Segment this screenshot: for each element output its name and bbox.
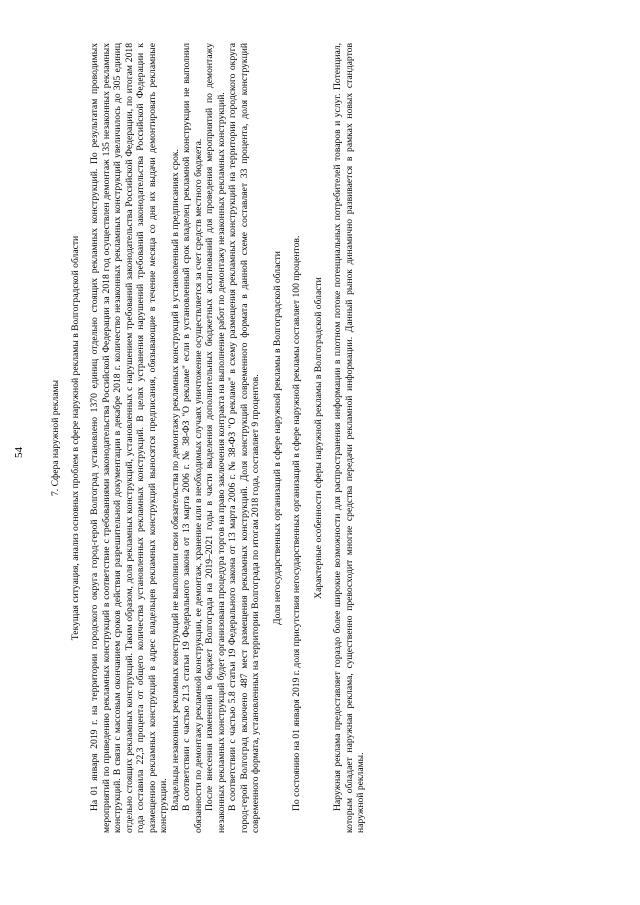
subsection-heading-current-situation: Текущая ситуация, анализ основных проблем в сфере наружной рекламы в Волгоградской области xyxy=(69,235,81,641)
paragraph: По состоянию на 01 января 2019 г. доля присутствия негосударственных организаций в сфере наружной рекламы составляет 100 процентов. xyxy=(291,235,302,811)
paragraph: Наружная реклама предоставляет гораздо более широкие возможности для распространения информации в плотном потоке потенциальных потребителей товаров и услуг. Потенциал, которым обладает наружная реклама, существенно превосходит многие средства передачи рекламной информации. Данный рынок динамично развивается в рамках новых стандартов наружной рекламы. xyxy=(332,43,366,833)
paragraph: Владельцы незаконных рекламных конструкций не выполнили свои обязательства по демонтажу рекламных конструкций в установленный в предписаниях срок. xyxy=(169,149,181,811)
paragraph: В соответствии с частью 5.8 статьи 19 Федерального закона от 13 марта 2006 г. № 38-ФЗ "О рекламе" в схему размещения рекламных конструкций на территории городского округа город-герой Волгоград включено 487 мест размещения рекламных конструкций. Доля конструкций современного формата в данной схеме составляет 33 процента, доля конструкций современного формата, установленных на территории Волгограда по итогам 2018 года, составляет 9 процентов. xyxy=(227,43,261,833)
section-title: 7. Сфера наружной рекламы xyxy=(50,379,61,497)
paragraph: В соответствии с частью 21.3 статьи 19 Федерального закона от 13 марта 2006 г. № 38-ФЗ "О рекламе" если в установленный срок владелец рекламной конструкции не выполнил обязанности по демонтажу рекламной конструкции, ее демонтаж, хранение или в необходимых случаях уничтожение осуществляется за счет средств местного бюджета. xyxy=(181,43,204,833)
subsection-heading-non-state-share: Доля негосударственных организаций в сфере наружной рекламы в Волгоградской области xyxy=(271,251,283,625)
paragraph: После внесения изменений в бюджет Волгограда на 2019–2021 годы в части выделения дополнительных бюджетных ассигнований для проведения мероприятий по демонтажу незаконных рекламных конструкций будет организована процедура торгов на право заключения контракта на выполнение работ по демонтажу незаконных рекламных конструкций. xyxy=(204,43,227,833)
page-content xyxy=(50,43,367,833)
subsection-heading-features: Характерные особенности сферы наружной рекламы в Волгоградской области xyxy=(312,277,324,599)
paragraph: На 01 января 2019 г. на территории городского округа город-герой Волгоград установлено 1370 единиц отдельно стоящих рекламных конструкций. По результатам проводимых мероприятий по приведению рекламных конструкций в соответствие с требованиями законодательства Российской Федерации за 2018 год осуществлен демонтаж 135 незаконных рекламных конструкций. В связи с массовым окончанием сроков действия разрешительной документации в декабре 2018 г. количество незаконных рекламных конструкций увеличилось до 305 единиц отдельно стоящих рекламных конструкций. Таким образом, доля рекламных конструкций, установленных с нарушением требований законодательства Российской Федерации, по итогам 2018 года составила 22,3 процента от общего количества установленных рекламных конструкций. В целях устранения нарушений требований законодательства Российской Федерации к размещению рекламных конструкций в адрес владельцев рекламных конструкций выносятся предписания, обязывающие в течение месяца со дня их выдачи демонтировать рекламные конструкции. xyxy=(89,43,169,833)
page-number: 54 xyxy=(13,447,25,458)
